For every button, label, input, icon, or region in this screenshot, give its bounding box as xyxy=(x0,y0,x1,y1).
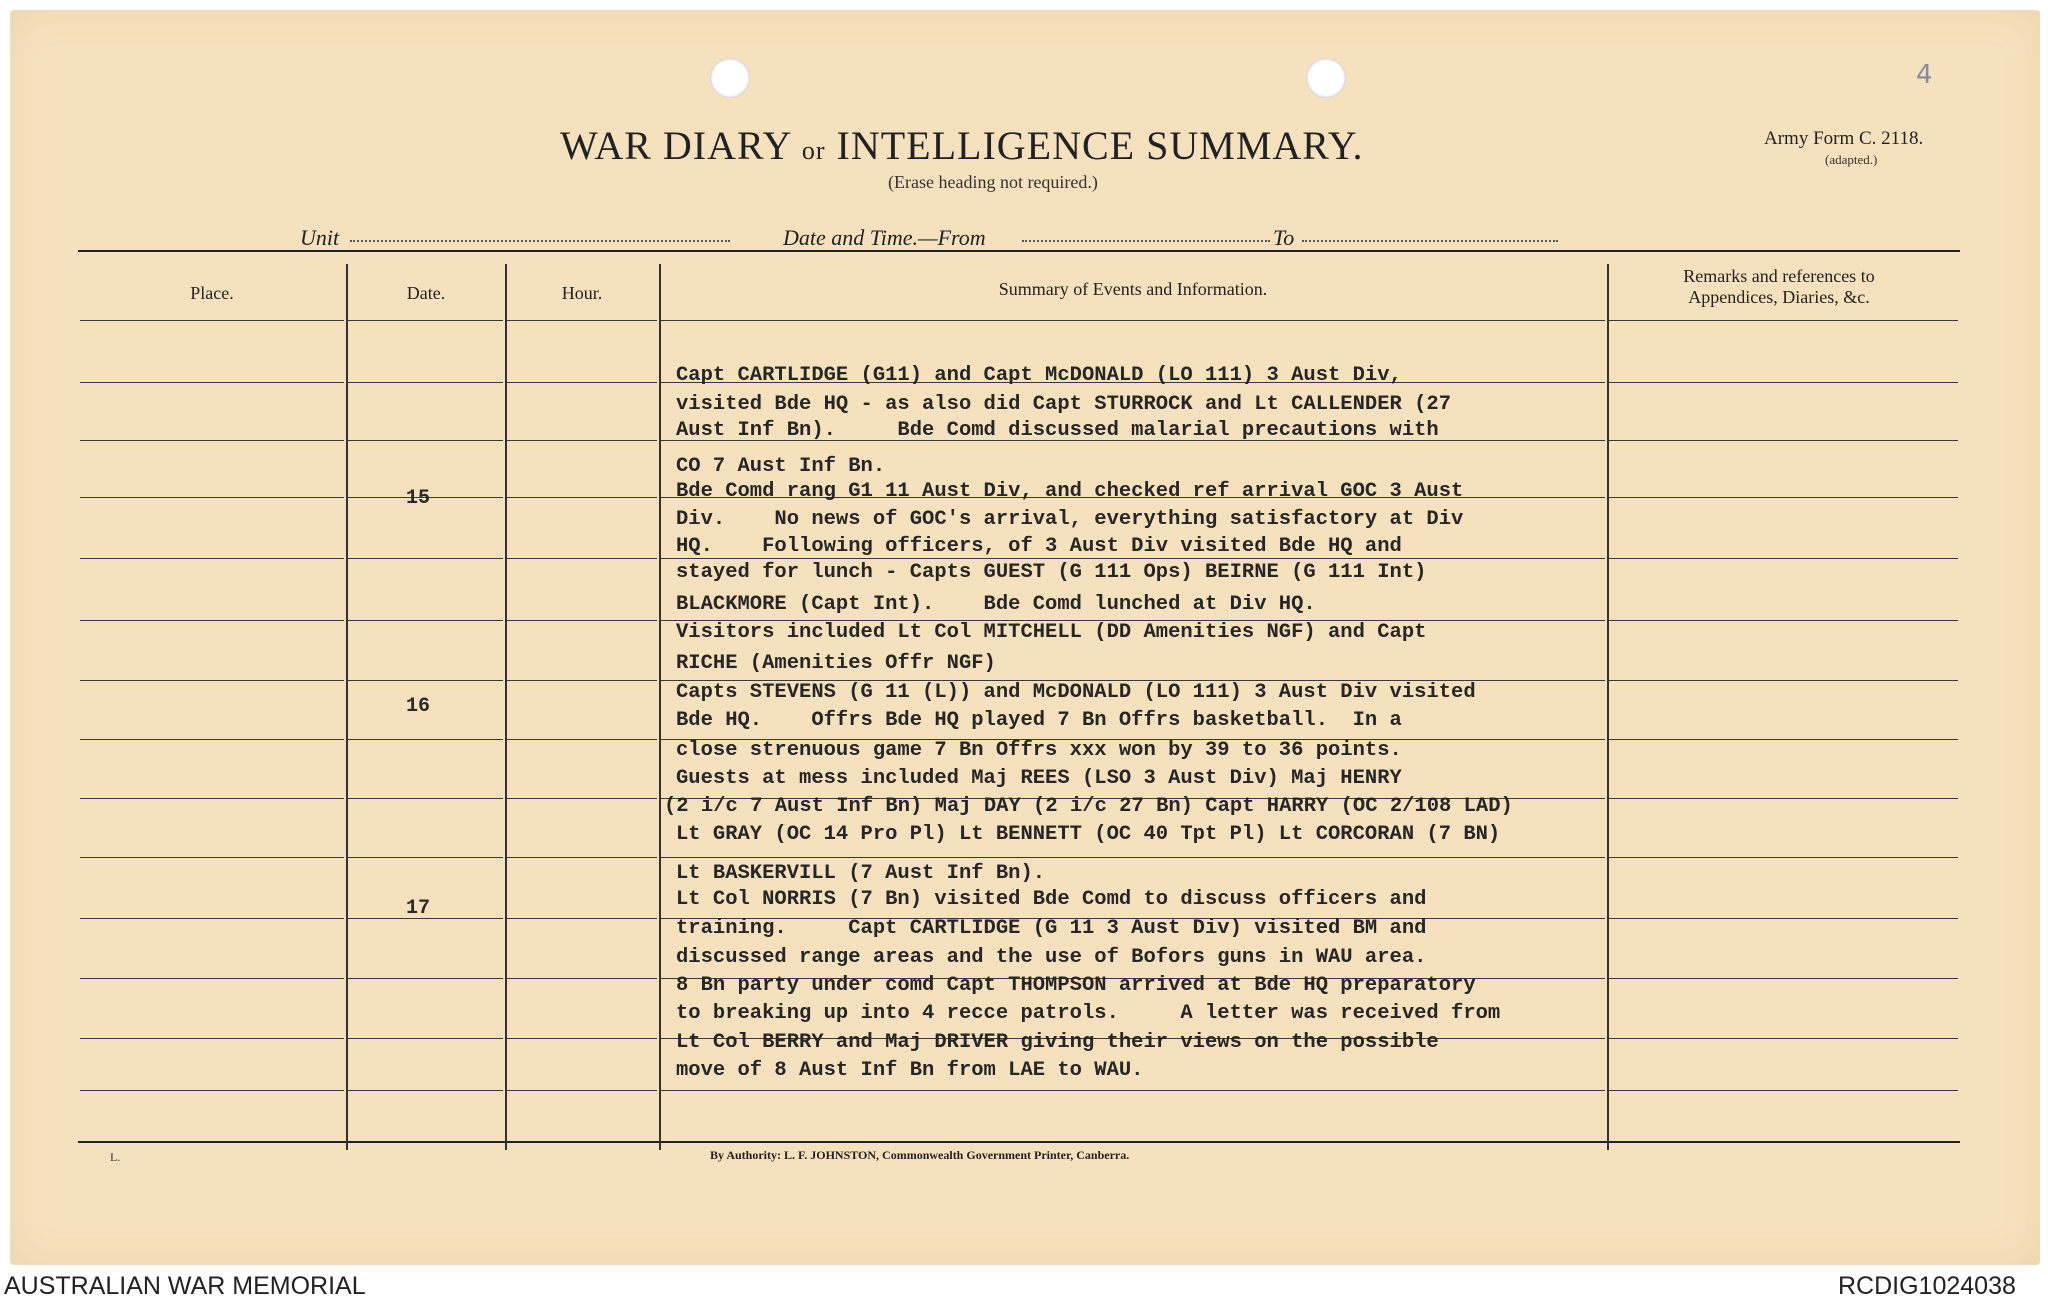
ruled-line xyxy=(348,440,503,441)
entry-line: discussed range areas and the use of Bofors guns in WAU area. xyxy=(676,946,1427,969)
entry-line: Lt BASKERVILL (7 Aust Inf Bn). xyxy=(676,862,1046,885)
ruled-line xyxy=(80,382,344,383)
ruled-line xyxy=(507,918,657,919)
col-header-remarks: Remarks and references to Appendices, Diaries, &c. xyxy=(1683,266,1875,307)
entry-line: move of 8 Aust Inf Bn from LAE to WAU. xyxy=(676,1059,1144,1082)
entry-line: Visitors included Lt Col MITCHELL (DD Amenities NGF) and Capt xyxy=(676,621,1427,644)
caption-institution: AUSTRALIAN WAR MEMORIAL xyxy=(4,1272,366,1300)
ruled-line xyxy=(1609,497,1958,498)
ruled-line xyxy=(80,620,344,621)
entry-line: Lt Col BERRY and Maj DRIVER giving their views on the possible xyxy=(676,1031,1439,1054)
entry-line: training. Capt CARTLIDGE (G 11 3 Aust Div) visited BM and xyxy=(676,917,1427,940)
ruled-line xyxy=(507,1038,657,1039)
date-17: 17 xyxy=(406,897,431,920)
col-divider-place-date xyxy=(346,264,348,1150)
entry-line: (2 i/c 7 Aust Inf Bn) Maj DAY (2 i/c 27 Bn) Capt HARRY (OC 2/108 LAD) xyxy=(664,795,1513,818)
ruled-line xyxy=(1609,558,1958,559)
entry-line: 8 Bn party under comd Capt THOMPSON arrived at Bde HQ preparatory xyxy=(676,974,1476,997)
entry-line: to breaking up into 4 recce patrols. A letter was received from xyxy=(676,1002,1501,1025)
date-16: 16 xyxy=(406,695,431,718)
ruled-line xyxy=(348,558,503,559)
ruled-line xyxy=(348,739,503,740)
unit-label: Unit xyxy=(300,225,340,250)
ruled-line xyxy=(80,1090,344,1091)
ruled-line xyxy=(1609,918,1958,919)
ruled-line xyxy=(507,739,657,740)
ruled-line xyxy=(507,558,657,559)
ruled-line xyxy=(348,382,503,383)
footer-authority: By Authority: L. F. JOHNSTON, Commonwealth Government Printer, Canberra. xyxy=(710,1148,1130,1162)
ruled-line xyxy=(1609,798,1958,799)
entry-line: Div. No news of GOC's arrival, everything satisfactory at Div xyxy=(676,508,1464,531)
col-header-summary: Summary of Events and Information. xyxy=(998,279,1268,299)
to-label: To xyxy=(1273,225,1295,250)
ruled-line xyxy=(507,978,657,979)
col-divider-summary-remarks xyxy=(1607,264,1609,1150)
entry-line: visited Bde HQ - as also did Capt STURROCK and Lt CALLENDER (27 xyxy=(676,393,1452,416)
entry-line: stayed for lunch - Capts GUEST (G 111 Ops) BEIRNE (G 111 Int) xyxy=(676,561,1427,584)
ruled-line xyxy=(80,1038,344,1039)
ruled-line xyxy=(80,978,344,979)
ruled-line xyxy=(80,558,344,559)
ruled-line xyxy=(348,1090,503,1091)
ruled-line xyxy=(80,798,344,799)
ruled-line xyxy=(80,440,344,441)
ruled-line xyxy=(507,620,657,621)
entry-line: HQ. Following officers, of 3 Aust Div visited Bde HQ and xyxy=(676,535,1402,558)
ruled-line xyxy=(80,320,344,321)
ruled-line xyxy=(507,497,657,498)
ruled-line xyxy=(348,857,503,858)
page-title: WAR DIARY or INTELLIGENCE SUMMARY. xyxy=(560,123,1364,168)
punch-hole-right xyxy=(1306,58,1346,98)
punch-hole-left xyxy=(710,58,750,98)
entry-line: BLACKMORE (Capt Int). Bde Comd lunched at Div HQ. xyxy=(676,593,1316,616)
page-number: 4 xyxy=(1916,60,1933,90)
ruled-line xyxy=(348,798,503,799)
entry-line: close strenuous game 7 Bn Offrs xxx won by 39 to 36 points. xyxy=(676,739,1402,762)
ruled-line xyxy=(507,320,657,321)
ruled-line xyxy=(348,978,503,979)
ruled-line xyxy=(80,497,344,498)
entry-line: Guests at mess included Maj REES (LSO 3 Aust Div) Maj HENRY xyxy=(676,767,1402,790)
date-to-field xyxy=(1302,240,1558,242)
ruled-line xyxy=(507,680,657,681)
ruled-line xyxy=(507,440,657,441)
caption-reference: RCDIG1024038 xyxy=(1838,1272,2016,1300)
entry-line: Aust Inf Bn). Bde Comd discussed malarial precautions with xyxy=(676,419,1439,442)
ruled-line xyxy=(1609,620,1958,621)
ruled-line xyxy=(1609,978,1958,979)
ruled-line xyxy=(507,1090,657,1091)
date-time-from-label: Date and Time.—From xyxy=(783,225,986,250)
col-header-place: Place. xyxy=(190,283,234,303)
ruled-line xyxy=(348,680,503,681)
ruled-line xyxy=(80,739,344,740)
entry-line: Lt Col NORRIS (7 Bn) visited Bde Comd to discuss officers and xyxy=(676,888,1427,911)
ruled-line xyxy=(348,320,503,321)
ruled-line xyxy=(661,857,1605,858)
army-form-label: Army Form C. 2118. xyxy=(1764,128,1924,149)
date-15: 15 xyxy=(406,487,431,510)
entry-line: Bde HQ. Offrs Bde HQ played 7 Bn Offrs basketball. In a xyxy=(676,709,1402,732)
col-header-hour: Hour. xyxy=(561,283,603,303)
ruled-line xyxy=(1609,1090,1958,1091)
ruled-line xyxy=(661,1090,1605,1091)
ruled-line xyxy=(661,320,1605,321)
date-from-field xyxy=(1022,240,1270,242)
ruled-line xyxy=(348,1038,503,1039)
ruled-line xyxy=(80,680,344,681)
ruled-line xyxy=(1609,739,1958,740)
ruled-line xyxy=(1609,680,1958,681)
table-top-rule xyxy=(78,250,1960,252)
footer-mark: L. xyxy=(110,1150,121,1164)
entry-line: CO 7 Aust Inf Bn. xyxy=(676,455,886,478)
ruled-line xyxy=(507,382,657,383)
ruled-line xyxy=(1609,1038,1958,1039)
table-bottom-rule xyxy=(78,1141,1960,1143)
army-form-note: (adapted.) xyxy=(1825,152,1878,167)
ruled-line xyxy=(80,857,344,858)
ruled-line xyxy=(1609,440,1958,441)
ruled-line xyxy=(348,620,503,621)
entry-line: Lt GRAY (OC 14 Pro Pl) Lt BENNETT (OC 40 Tpt Pl) Lt CORCORAN (7 BN) xyxy=(676,823,1501,846)
col-header-date: Date. xyxy=(406,283,446,303)
entry-line: RICHE (Amenities Offr NGF) xyxy=(676,652,996,675)
entry-line: Capt CARTLIDGE (G11) and Capt McDONALD (LO 111) 3 Aust Div, xyxy=(676,364,1402,387)
col-divider-date-hour xyxy=(505,264,507,1150)
unit-field xyxy=(350,240,730,242)
entry-line: Capts STEVENS (G 11 (L)) and McDONALD (LO 111) 3 Aust Div visited xyxy=(676,681,1476,704)
ruled-line xyxy=(661,558,1605,559)
entry-line: Bde Comd rang G1 11 Aust Div, and checked ref arrival GOC 3 Aust xyxy=(676,480,1464,503)
col-divider-hour-summary xyxy=(659,264,661,1150)
page-subtitle: (Erase heading not required.) xyxy=(888,172,1098,192)
ruled-line xyxy=(1609,857,1958,858)
ruled-line xyxy=(507,857,657,858)
ruled-line xyxy=(80,918,344,919)
ruled-line xyxy=(1609,382,1958,383)
ruled-line xyxy=(507,798,657,799)
ruled-line xyxy=(1609,320,1958,321)
